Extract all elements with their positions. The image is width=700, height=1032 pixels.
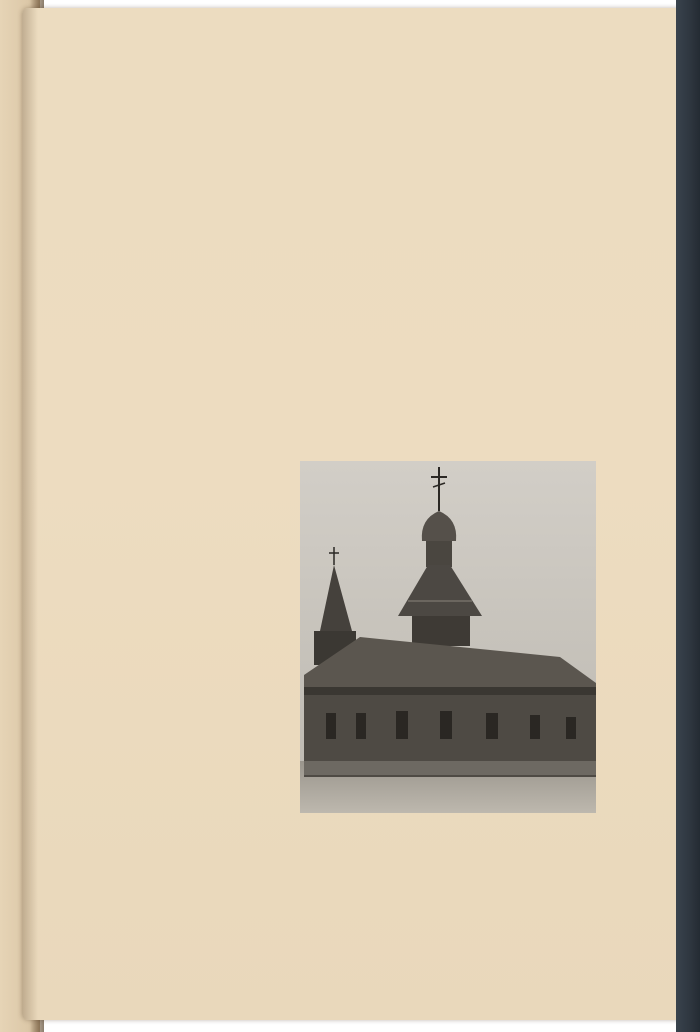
page-inner-shadow xyxy=(22,8,38,1020)
church-photograph xyxy=(300,461,596,813)
church-photo-image xyxy=(300,461,596,813)
book-binding xyxy=(676,0,700,1032)
